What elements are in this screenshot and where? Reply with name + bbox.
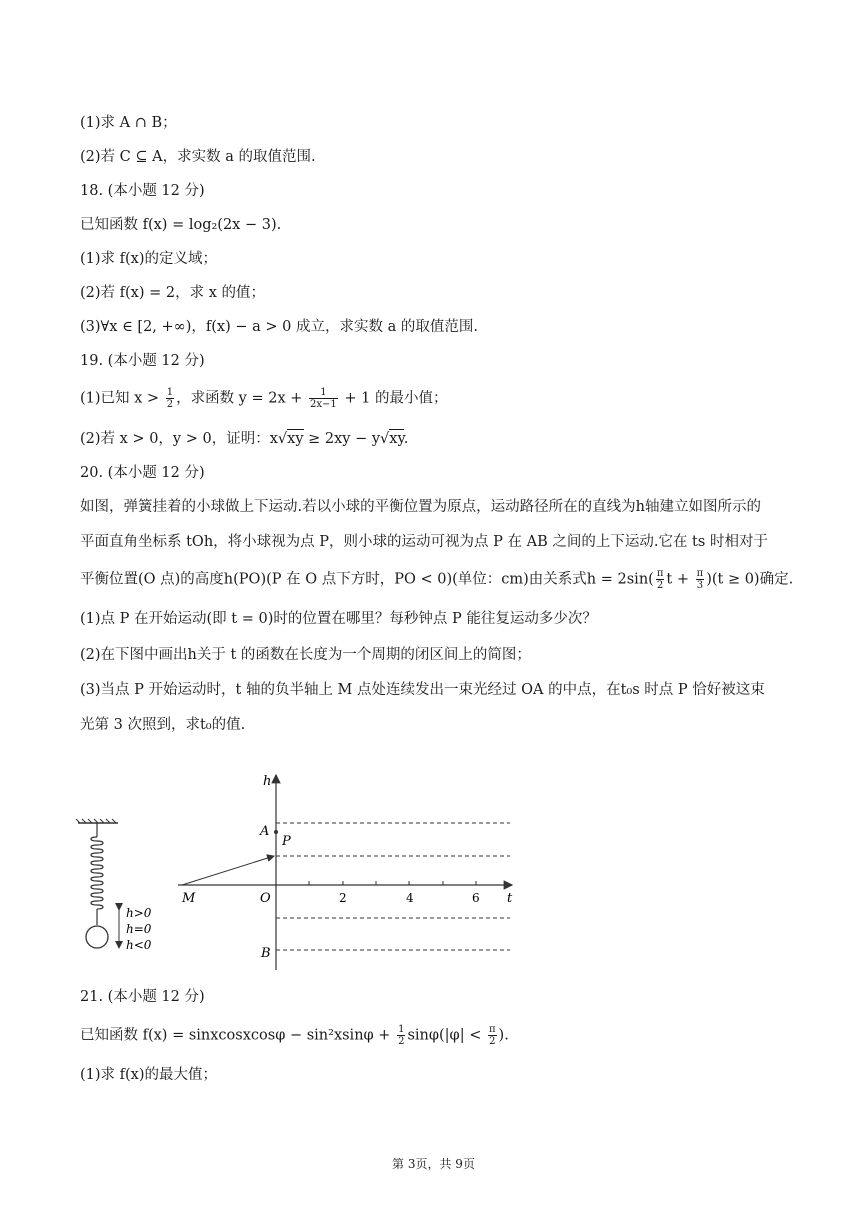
text-line: (2)在下图中画出h关于 t 的函数在长度为一个周期的闭区间上的简图； <box>80 647 531 663</box>
text-span: (1)已知 x > <box>80 390 164 407</box>
fraction <box>656 568 665 591</box>
question-19-part-2: (2)若 x > 0，y > 0，证明：x√xy ≥ 2xy − y√xy. <box>80 431 409 447</box>
question-20-title: 20. (本小题 12 分) <box>80 465 205 481</box>
tick-label-6: 6 <box>472 891 480 905</box>
legend-h-positive: h>0 <box>126 906 152 920</box>
point-label-P: P <box>282 834 291 849</box>
question-20-paragraph <box>80 568 793 591</box>
height-legend <box>119 906 152 952</box>
sqrt-radicand: xy <box>287 431 304 447</box>
origin-label-O: O <box>260 891 271 906</box>
text-line: (3)∀x ∈ [2, +∞)，f(x) − a > 0 成立，求实数 a 的取值范围. <box>80 319 478 335</box>
text-line: 光第 3 次照到，求t₀的值. <box>80 717 246 733</box>
question-18-intro: 已知函数 f(x) = log₂(2x − 3). <box>80 217 282 233</box>
fraction-numerator: π <box>656 568 664 579</box>
sqrt-radicand: xy <box>389 431 404 447</box>
text-span: 平衡位置(O 点)的高度h(PO)(P 在 O 点下方时，PO < 0)(单位：cm)由关系式h = 2sin( <box>80 571 654 588</box>
h-axis-label: h <box>263 774 272 789</box>
fraction-denominator: 2 <box>489 1036 496 1047</box>
text-span: 已知函数 f(x) = sinxcosxcosφ − sin²xsinφ + <box>80 1027 396 1044</box>
text-span: )(t ≥ 0)确定. <box>706 571 794 588</box>
legend-h-negative: h<0 <box>126 938 152 952</box>
fraction-numerator: 1 <box>398 1024 405 1035</box>
point-label-B: B <box>261 946 271 961</box>
text-span: ). <box>498 1027 509 1044</box>
question-20-paragraph: 如图，弹簧挂着的小球做上下运动.若以小球的平衡位置为原点，运动路径所在的直线为h轴建立如图所示的 <box>80 499 761 515</box>
fraction <box>696 568 705 591</box>
fraction <box>488 1024 497 1047</box>
fraction-denominator: 2 <box>398 1036 405 1047</box>
fraction-numerator: 1 <box>166 387 174 398</box>
fraction-numerator: π <box>696 568 704 579</box>
tick-label-4: 4 <box>406 891 414 905</box>
text-span: . <box>403 431 409 447</box>
text-span: ，求函数 y = 2x + <box>176 390 308 407</box>
text-line: (1)求 f(x)的定义域； <box>80 251 218 267</box>
legend-h-zero: h=0 <box>126 922 152 936</box>
light-ray <box>182 856 274 885</box>
text-line: (2)若 C ⊆ A，求实数 a 的取值范围. <box>80 149 316 165</box>
point-P <box>274 830 278 834</box>
text-span: + 1 的最小值； <box>339 390 448 407</box>
text-line: (1)求 A ∩ B； <box>80 115 177 131</box>
fraction <box>309 387 338 410</box>
fraction-denominator: 2 <box>656 580 664 591</box>
t-axis-label: t <box>507 891 513 906</box>
page-footer: 第 3页，共 9页 <box>392 1157 475 1171</box>
fraction-denominator: 2 <box>166 399 174 410</box>
text-line: (3)当点 P 开始运动时，t 轴的负半轴上 M 点处连续发出一束光经过 OA 的中点，在t₀s 时点 P 恰好被这束 <box>80 682 765 698</box>
question-19-title: 19. (本小题 12 分) <box>80 353 205 369</box>
text-span: (2)若 x > 0，y > 0，证明：x <box>80 431 278 447</box>
fraction <box>166 387 174 410</box>
ball <box>86 926 108 948</box>
text-line: (1)求 f(x)的最大值； <box>80 1067 218 1083</box>
fraction <box>397 1024 405 1047</box>
point-label-A: A <box>260 824 270 839</box>
fraction-denominator: 3 <box>696 580 704 591</box>
question-21-intro <box>80 1024 509 1047</box>
spring-coordinate-figure <box>70 765 530 975</box>
question-20-paragraph: 平面直角坐标系 tOh，将小球视为点 P，则小球的运动可视为点 P 在 AB 之间的上下运动.它在 ts 时相对于 <box>80 534 768 550</box>
question-19-part-1 <box>80 387 447 410</box>
text-line: (2)若 f(x) = 2，求 x 的值； <box>80 285 265 301</box>
fraction-denominator: 2x−1 <box>310 399 337 410</box>
question-18-title: 18. (本小题 12 分) <box>80 183 205 199</box>
spring-illustration <box>76 819 118 948</box>
text-line: (1)点 P 在开始运动(即 t = 0)时的位置在哪里？每秒钟点 P 能往复运动多少次？ <box>80 611 597 627</box>
question-21-title: 21. (本小题 12 分) <box>80 989 205 1005</box>
text-span: ≥ 2xy − y <box>303 431 381 447</box>
fraction-numerator: π <box>488 1024 496 1035</box>
text-span: t + <box>666 571 694 588</box>
text-span: sinφ(|φ| < <box>407 1027 486 1044</box>
tick-label-2: 2 <box>339 891 347 905</box>
fraction-numerator: 1 <box>309 387 338 399</box>
point-label-M: M <box>182 891 196 906</box>
